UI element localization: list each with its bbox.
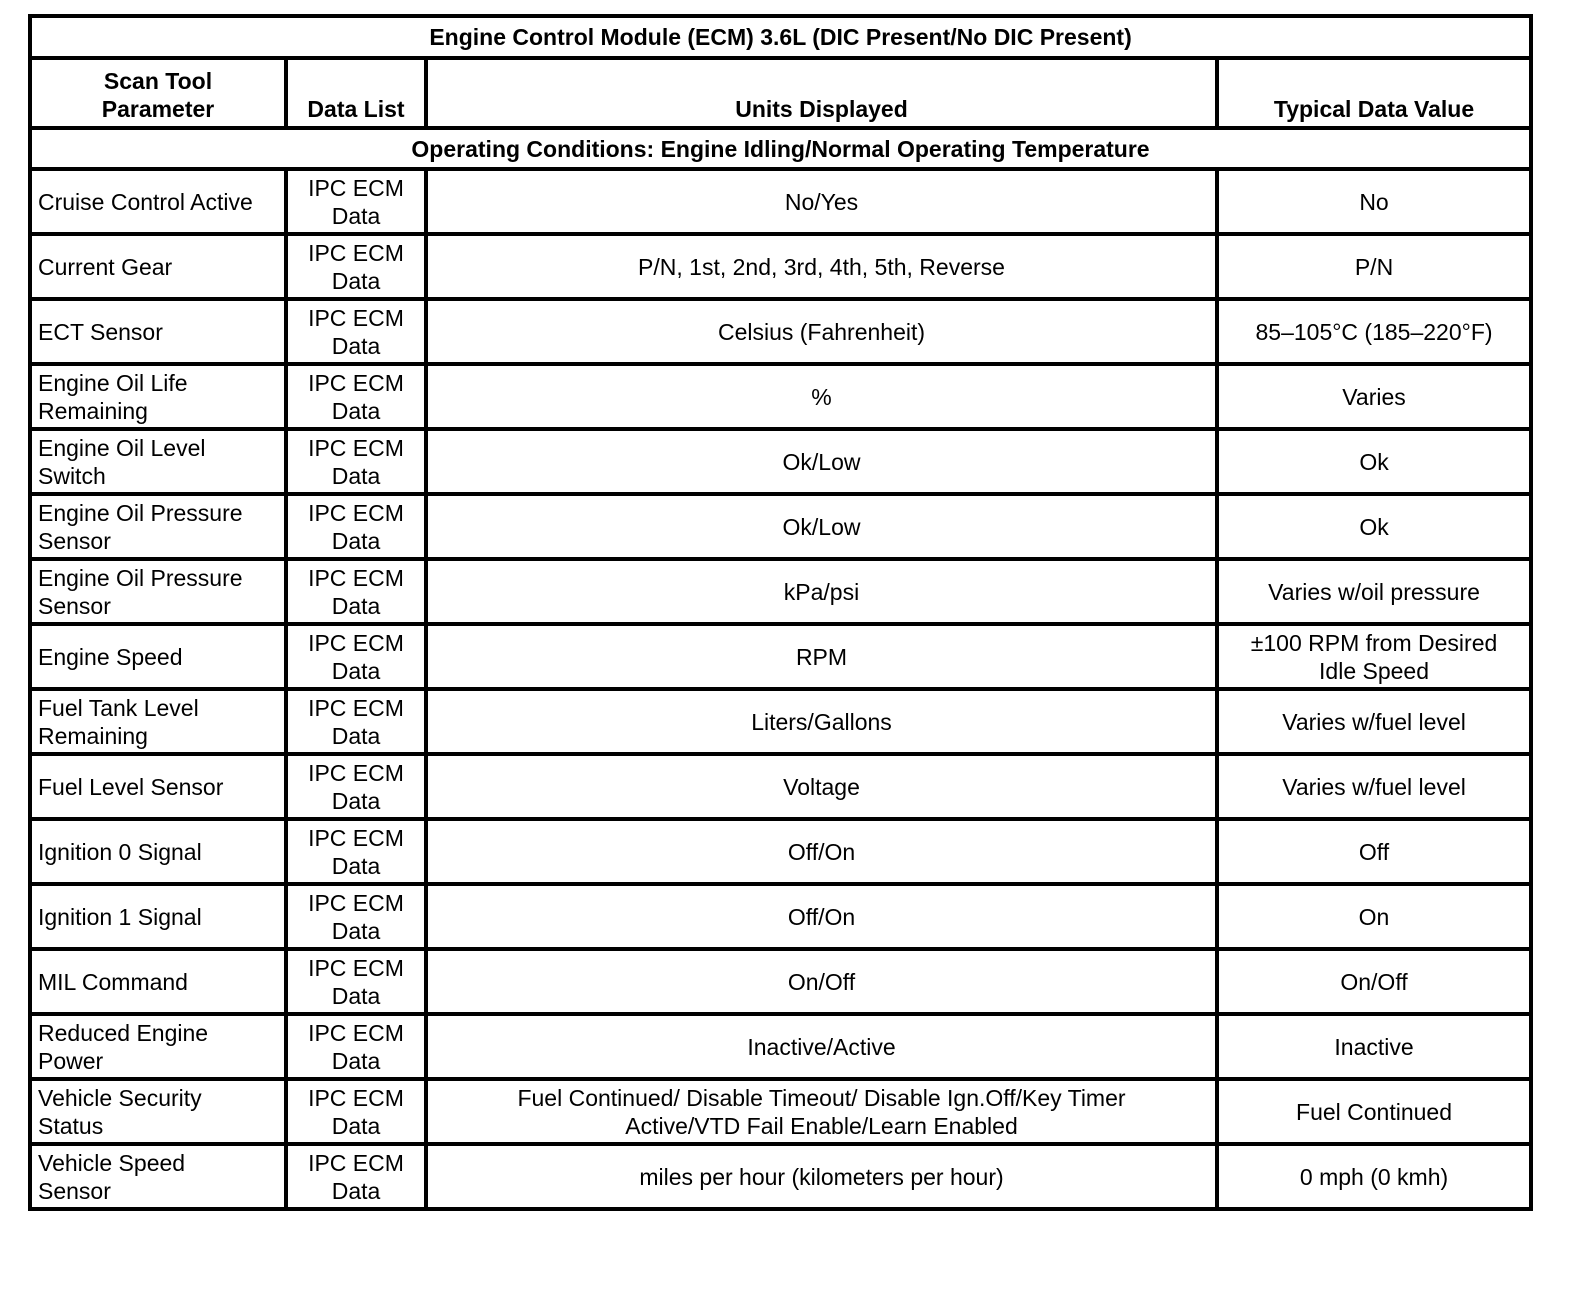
cell-parameter-line1: ECT Sensor	[38, 318, 163, 345]
cell-units	[426, 884, 1217, 949]
cell-data-list-line1: IPC ECM	[308, 369, 404, 396]
cell-units-line1: Liters/Gallons	[751, 708, 892, 735]
cell-parameter	[30, 819, 286, 884]
cell-data-list-line1: IPC ECM	[308, 1019, 404, 1046]
cell-parameter-line1: Engine Oil Pressure	[38, 499, 243, 526]
cell-parameter-line1: Engine Oil Level	[38, 434, 206, 461]
cell-typical-value	[1217, 624, 1531, 689]
cell-data-list-line2: Data	[331, 982, 381, 1009]
cell-data-list	[286, 559, 426, 624]
cell-parameter-line1: Fuel Tank Level	[38, 694, 199, 721]
cell-data-list	[286, 1014, 426, 1079]
cell-parameter-line1: Ignition 0 Signal	[38, 838, 202, 865]
cell-data-list	[286, 819, 426, 884]
cell-parameter	[30, 949, 286, 1014]
cell-typical-value-line1: Inactive	[1334, 1033, 1414, 1060]
cell-units	[426, 494, 1217, 559]
cell-data-list-line1: IPC ECM	[308, 239, 404, 266]
cell-typical-value-line1: Fuel Continued	[1296, 1098, 1453, 1125]
cell-parameter	[30, 364, 286, 429]
cell-units-line1: RPM	[795, 643, 848, 670]
cell-data-list-line1: IPC ECM	[308, 304, 404, 331]
cell-typical-value	[1217, 1144, 1531, 1209]
cell-parameter	[30, 299, 286, 364]
cell-data-list-line1: IPC ECM	[308, 434, 404, 461]
cell-parameter-line1: Engine Oil Pressure	[38, 564, 243, 591]
header-typical-data-value: Typical Data Value	[1217, 58, 1531, 128]
cell-parameter	[30, 1014, 286, 1079]
cell-data-list	[286, 364, 426, 429]
cell-data-list-line2: Data	[331, 852, 381, 879]
cell-parameter-line2: Sensor	[38, 527, 111, 554]
cell-data-list	[286, 689, 426, 754]
cell-data-list-line1: IPC ECM	[308, 954, 404, 981]
cell-typical-value-line2: Idle Speed	[1319, 657, 1430, 684]
cell-typical-value-line1: Off	[1358, 838, 1390, 865]
table-row	[30, 429, 1531, 494]
cell-typical-value-line1: On/Off	[1340, 968, 1408, 995]
cell-data-list	[286, 1079, 426, 1144]
cell-units	[426, 559, 1217, 624]
cell-typical-value	[1217, 949, 1531, 1014]
cell-typical-value-line1: 85–105°C (185–220°F)	[1255, 318, 1493, 345]
cell-units-line1: On/Off	[787, 968, 856, 995]
cell-data-list	[286, 754, 426, 819]
cell-typical-value	[1217, 559, 1531, 624]
cell-units	[426, 819, 1217, 884]
cell-units	[426, 299, 1217, 364]
cell-data-list-line2: Data	[331, 722, 381, 749]
cell-parameter-line1: Ignition 1 Signal	[38, 903, 202, 930]
table-row	[30, 624, 1531, 689]
cell-typical-value-line1: On	[1358, 903, 1390, 930]
cell-parameter-line1: Cruise Control Active	[38, 188, 253, 215]
cell-data-list	[286, 884, 426, 949]
cell-parameter	[30, 169, 286, 234]
cell-data-list	[286, 1144, 426, 1209]
table-row	[30, 1144, 1531, 1209]
cell-data-list	[286, 234, 426, 299]
cell-units-line1: Ok/Low	[782, 448, 861, 475]
cell-parameter	[30, 429, 286, 494]
cell-units	[426, 754, 1217, 819]
cell-typical-value-line1: Varies w/fuel level	[1282, 773, 1466, 800]
cell-typical-value-line1: 0 mph (0 kmh)	[1299, 1163, 1449, 1190]
cell-units-line1: kPa/psi	[783, 578, 860, 605]
cell-data-list-line2: Data	[331, 1047, 381, 1074]
table-row	[30, 559, 1531, 624]
cell-units	[426, 624, 1217, 689]
cell-data-list-line2: Data	[331, 397, 381, 424]
cell-parameter-line1: Engine Speed	[38, 643, 183, 670]
cell-units-line1: Voltage	[783, 773, 860, 800]
cell-units	[426, 1014, 1217, 1079]
cell-units-line1: P/N, 1st, 2nd, 3rd, 4th, 5th, Reverse	[638, 253, 1005, 280]
table-row	[30, 299, 1531, 364]
cell-units	[426, 689, 1217, 754]
header-scan-tool-parameter	[30, 58, 286, 128]
cell-parameter	[30, 624, 286, 689]
table-row	[30, 884, 1531, 949]
cell-data-list-line2: Data	[331, 462, 381, 489]
cell-parameter-line1: Vehicle Speed	[38, 1149, 186, 1176]
table-row	[30, 754, 1531, 819]
table-row	[30, 494, 1531, 559]
cell-typical-value	[1217, 819, 1531, 884]
cell-data-list	[286, 949, 426, 1014]
cell-units	[426, 169, 1217, 234]
cell-units	[426, 949, 1217, 1014]
cell-parameter-line2: Sensor	[38, 1177, 111, 1204]
table-row	[30, 949, 1531, 1014]
cell-parameter-line1: Vehicle Security	[38, 1084, 202, 1111]
cell-typical-value	[1217, 364, 1531, 429]
cell-data-list-line1: IPC ECM	[308, 499, 404, 526]
cell-data-list-line2: Data	[331, 917, 381, 944]
table-row	[30, 819, 1531, 884]
cell-parameter-line1: Current Gear	[38, 253, 173, 280]
cell-parameter	[30, 689, 286, 754]
cell-typical-value	[1217, 1079, 1531, 1144]
cell-units	[426, 429, 1217, 494]
cell-typical-value	[1217, 1014, 1531, 1079]
cell-units	[426, 364, 1217, 429]
table-row	[30, 1079, 1531, 1144]
cell-data-list	[286, 169, 426, 234]
cell-parameter	[30, 884, 286, 949]
cell-data-list-line2: Data	[331, 202, 381, 229]
ecm-data-table-container	[28, 14, 1529, 1211]
cell-parameter	[30, 494, 286, 559]
cell-data-list-line1: IPC ECM	[308, 1084, 404, 1111]
ecm-data-table	[28, 14, 1533, 1211]
cell-data-list	[286, 494, 426, 559]
table-row	[30, 689, 1531, 754]
cell-data-list-line2: Data	[331, 527, 381, 554]
cell-typical-value	[1217, 494, 1531, 559]
cell-data-list	[286, 299, 426, 364]
cell-data-list-line2: Data	[331, 332, 381, 359]
cell-parameter-line1: Fuel Level Sensor	[38, 773, 224, 800]
cell-data-list-line2: Data	[331, 267, 381, 294]
cell-typical-value-line1: Varies w/fuel level	[1282, 708, 1466, 735]
cell-units-line1: Off/On	[787, 903, 856, 930]
cell-data-list-line1: IPC ECM	[308, 564, 404, 591]
table-row	[30, 1014, 1531, 1079]
header-data-list: Data List	[286, 58, 426, 128]
cell-typical-value	[1217, 884, 1531, 949]
header-units-displayed: Units Displayed	[426, 58, 1217, 128]
table-row	[30, 169, 1531, 234]
cell-typical-value-line1: Varies	[1342, 383, 1406, 410]
cell-data-list-line2: Data	[331, 1112, 381, 1139]
cell-parameter-line2: Status	[38, 1112, 104, 1139]
header-param-line2: Parameter	[101, 96, 215, 122]
cell-parameter-line2: Remaining	[38, 397, 148, 424]
cell-parameter-line2: Power	[38, 1047, 104, 1074]
cell-data-list-line1: IPC ECM	[308, 1149, 404, 1176]
cell-data-list-line2: Data	[331, 1177, 381, 1204]
cell-typical-value-line1: ±100 RPM from Desired	[1250, 629, 1498, 656]
cell-typical-value	[1217, 169, 1531, 234]
cell-data-list-line2: Data	[331, 787, 381, 814]
cell-parameter-line1: Reduced Engine	[38, 1019, 209, 1046]
cell-typical-value	[1217, 689, 1531, 754]
table-row	[30, 234, 1531, 299]
cell-units	[426, 234, 1217, 299]
cell-parameter-line2: Sensor	[38, 592, 111, 619]
table-title: Engine Control Module (ECM) 3.6L (DIC Present/No DIC Present)	[30, 16, 1531, 58]
cell-parameter	[30, 1144, 286, 1209]
cell-data-list-line1: IPC ECM	[308, 174, 404, 201]
cell-typical-value	[1217, 299, 1531, 364]
cell-data-list	[286, 624, 426, 689]
cell-units-line1: Fuel Continued/ Disable Timeout/ Disable Ign.Off/Key Timer	[517, 1084, 1126, 1111]
cell-parameter-line2: Switch	[38, 462, 106, 489]
cell-typical-value-line1: Ok	[1359, 448, 1389, 475]
cell-data-list-line1: IPC ECM	[308, 759, 404, 786]
cell-data-list-line1: IPC ECM	[308, 889, 404, 916]
cell-data-list-line2: Data	[331, 592, 381, 619]
cell-typical-value-line1: No	[1359, 188, 1389, 215]
cell-units-line1: miles per hour (kilometers per hour)	[639, 1163, 1004, 1190]
cell-data-list-line1: IPC ECM	[308, 824, 404, 851]
cell-units-line1: Off/On	[787, 838, 856, 865]
header-param-line1: Scan Tool	[103, 68, 213, 94]
cell-parameter-line1: Engine Oil Life	[38, 369, 188, 396]
cell-typical-value	[1217, 234, 1531, 299]
cell-units	[426, 1144, 1217, 1209]
cell-units-line1: Ok/Low	[782, 513, 861, 540]
operating-conditions: Operating Conditions: Engine Idling/Normal Operating Temperature	[30, 128, 1531, 169]
cell-parameter	[30, 559, 286, 624]
cell-units-line2: Active/VTD Fail Enable/Learn Enabled	[625, 1112, 1018, 1139]
cell-units	[426, 1079, 1217, 1144]
cell-units-line1: %	[811, 383, 832, 410]
cell-units-line1: Celsius (Fahrenheit)	[717, 318, 926, 345]
cell-typical-value-line1: Ok	[1359, 513, 1389, 540]
cell-typical-value	[1217, 754, 1531, 819]
cell-parameter-line1: MIL Command	[38, 968, 188, 995]
table-row	[30, 364, 1531, 429]
cell-data-list	[286, 429, 426, 494]
cell-data-list-line2: Data	[331, 657, 381, 684]
cell-typical-value-line1: Varies w/oil pressure	[1268, 578, 1480, 605]
cell-parameter-line2: Remaining	[38, 722, 148, 749]
cell-parameter	[30, 754, 286, 819]
cell-units-line1: No/Yes	[784, 188, 859, 215]
cell-data-list-line1: IPC ECM	[308, 694, 404, 721]
cell-data-list-line1: IPC ECM	[308, 629, 404, 656]
cell-units-line1: Inactive/Active	[747, 1033, 896, 1060]
cell-parameter	[30, 234, 286, 299]
cell-typical-value-line1: P/N	[1354, 253, 1394, 280]
cell-typical-value	[1217, 429, 1531, 494]
cell-parameter	[30, 1079, 286, 1144]
